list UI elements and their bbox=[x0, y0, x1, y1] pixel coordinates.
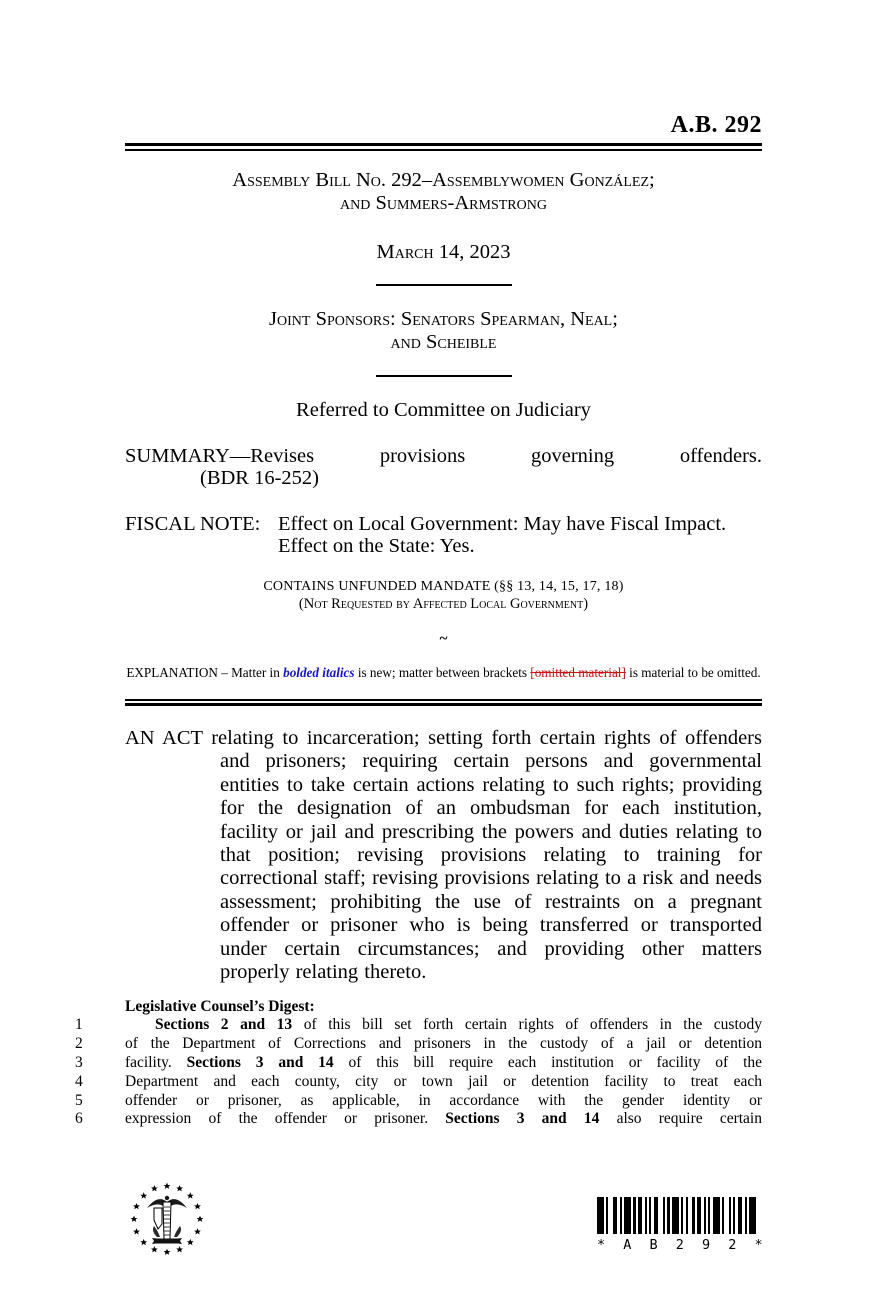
digest-line bbox=[75, 1054, 763, 1073]
bill-title bbox=[125, 169, 762, 216]
bill-title-line1: Assembly Bill No. 292–Assemblywomen González; bbox=[232, 168, 655, 191]
digest-heading: Legislative Counsel’s Digest: bbox=[125, 998, 315, 1016]
barcode-bars bbox=[597, 1197, 758, 1234]
digest-lines bbox=[75, 1016, 763, 1129]
bill-date: March 14, 2023 bbox=[376, 240, 511, 263]
joint-sponsors bbox=[125, 308, 762, 355]
line-number: 3 bbox=[75, 1054, 83, 1072]
text-segment: is new; matter between brackets bbox=[354, 664, 531, 680]
barcode bbox=[597, 1197, 768, 1253]
state-seal-icon bbox=[127, 1181, 207, 1257]
line-number: 6 bbox=[75, 1110, 83, 1128]
barcode-bar bbox=[713, 1197, 720, 1234]
top-double-rule bbox=[125, 143, 762, 151]
digest-line-text bbox=[125, 1054, 762, 1073]
text-segment: Sections 3 and 14 bbox=[445, 1110, 600, 1128]
digest-line bbox=[75, 1016, 762, 1035]
bottom-double-rule bbox=[125, 699, 762, 707]
digest-line-text bbox=[125, 1035, 762, 1054]
line-number: 1 bbox=[75, 1016, 83, 1034]
summary-line: SUMMARY—Revises provisions governing offenders. bbox=[125, 444, 762, 467]
mandate-not-requested-line: (Not Requested by Affected Local Government) bbox=[298, 595, 589, 612]
digest-line bbox=[75, 1091, 762, 1111]
fiscal-note-label: FISCAL NOTE: bbox=[125, 512, 261, 535]
an-act-paragraph: AN ACT relating to incarceration; setting forth certain rights of offenders and prisoners; requiring certain persons and governmental entities to take certain actions relating to such rights; providing for the designation of an ombudsman for each institution, facility or jail and prescribing the powers and duties relating to that position; revising provisions relating to training for correctional staff; revising provisions relating to a risk and needs assessment; prohibiting the use of restraints on a pregnant offender or prisoner who is being transferred or transported under certain circumstances; and providing other matters properly relating thereto. bbox=[125, 727, 762, 984]
text-segment: expression of the offender or prisoner. bbox=[125, 1110, 446, 1128]
text-segment: of this bill require each institution or facility of the bbox=[333, 1054, 763, 1072]
text-segment: of the Department of Corrections and prisoners in the custody of a jail or detention bbox=[125, 1035, 762, 1053]
digest-line bbox=[75, 1072, 762, 1092]
digest-line-text bbox=[125, 1110, 762, 1129]
fiscal-note-block bbox=[125, 513, 762, 557]
digest-line bbox=[75, 1110, 762, 1129]
barcode-bar bbox=[597, 1197, 604, 1234]
text-segment: [omitted material] bbox=[530, 664, 626, 680]
joint-sponsors-line2: and Scheible bbox=[390, 331, 497, 353]
referred-line: Referred to Committee on Judiciary bbox=[296, 398, 591, 421]
text-segment: Sections 3 and 14 bbox=[186, 1054, 334, 1072]
line-number: 4 bbox=[75, 1072, 83, 1090]
text-segment: of this bill set forth certain rights of offenders in the custody bbox=[292, 1016, 762, 1034]
digest-line-text bbox=[125, 1016, 762, 1035]
bill-number: A.B. 292 bbox=[670, 112, 762, 138]
barcode-text: * A B 2 9 2 * bbox=[597, 1237, 768, 1253]
bill-title-line2: and Summers-Armstrong bbox=[340, 192, 547, 214]
text-segment: also require certain bbox=[599, 1110, 762, 1128]
barcode-bar bbox=[749, 1197, 756, 1234]
fiscal-note-line1: Effect on Local Government: May have Fiscal Impact. bbox=[278, 512, 727, 535]
summary-block bbox=[125, 445, 762, 489]
bill-content-column bbox=[75, 112, 763, 1129]
separator-rule-2 bbox=[376, 375, 512, 377]
digest-line bbox=[75, 1035, 762, 1054]
text-segment: is material to be omitted. bbox=[625, 664, 761, 680]
barcode-bar bbox=[672, 1197, 679, 1234]
separator-rule-1 bbox=[376, 284, 512, 286]
summary-bdr-line: (BDR 16-252) bbox=[200, 466, 320, 489]
digest-line-text bbox=[125, 1073, 762, 1092]
line-number: 2 bbox=[75, 1035, 83, 1053]
barcode-bar bbox=[624, 1197, 631, 1234]
text-segment: facility. bbox=[125, 1054, 187, 1072]
explanation-legend bbox=[125, 665, 762, 681]
tilde-divider: ~ bbox=[439, 630, 448, 647]
text-segment: EXPLANATION – Matter in bbox=[126, 664, 284, 680]
text-segment: Sections 2 and 13 bbox=[155, 1016, 293, 1034]
text-segment: offender or prisoner, as applicable, in accordance with the gender identity or bbox=[125, 1091, 762, 1109]
digest-line-text bbox=[125, 1092, 762, 1111]
joint-sponsors-line1: Joint Sponsors: Senators Spearman, Neal; bbox=[269, 307, 618, 330]
fiscal-note-body bbox=[278, 513, 762, 557]
line-number: 5 bbox=[75, 1091, 83, 1109]
fiscal-note-line2: Effect on the State: Yes. bbox=[278, 534, 475, 557]
unfunded-mandate-line: CONTAINS UNFUNDED MANDATE (§§ 13, 14, 15, 17, 18) bbox=[263, 578, 624, 594]
text-segment: Department and each county, city or town jail or detention facility to treat each bbox=[125, 1072, 762, 1090]
text-segment: bolded italics bbox=[283, 664, 355, 680]
